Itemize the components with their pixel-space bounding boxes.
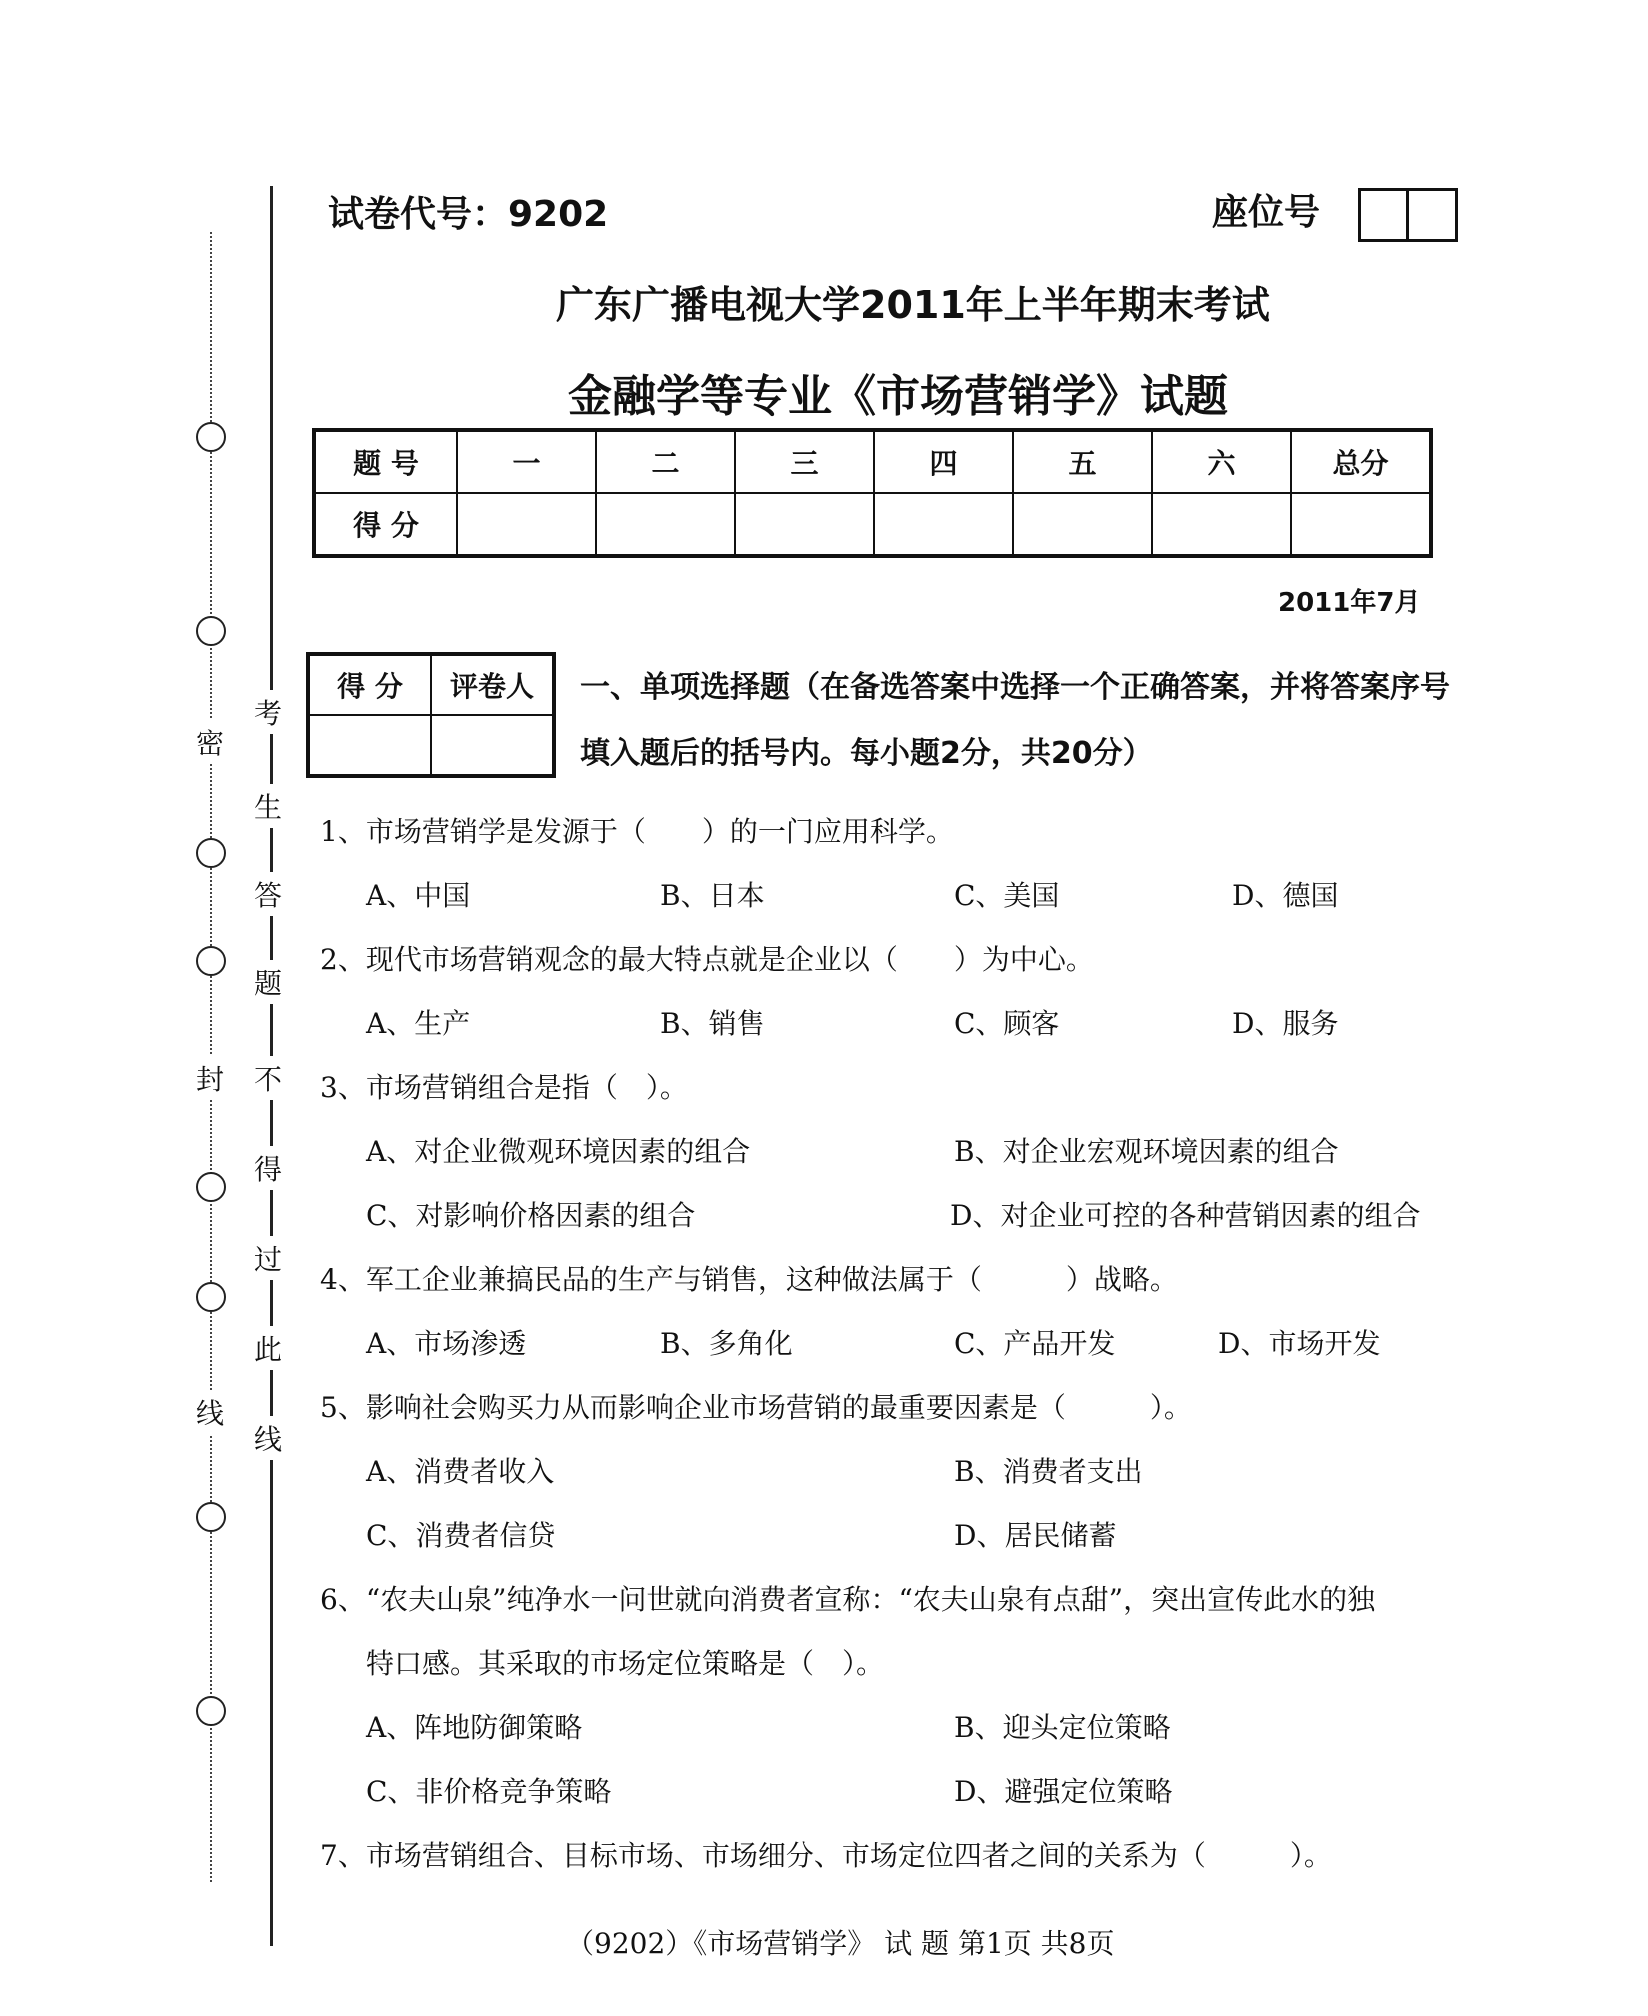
grader-name-cell[interactable] xyxy=(431,715,554,776)
margin-note-char: 题 xyxy=(254,960,282,1004)
binding-hole xyxy=(196,1172,226,1202)
grader-score-cell[interactable] xyxy=(308,715,431,776)
binding-hole xyxy=(196,1502,226,1532)
section-heading: 一、单项选择题（在备选答案中选择一个正确答案，并将答案序号 xyxy=(580,670,1450,705)
seal-char: 密 xyxy=(196,720,224,764)
page-footer: （9202）《市场营销学》 试 题 第1页 共8页 xyxy=(566,1927,1115,1960)
score-entry-cell[interactable] xyxy=(1291,493,1431,556)
score-table-cell: 四 xyxy=(874,430,1013,493)
exam-date: 2011年7月 xyxy=(1278,588,1421,618)
option-d[interactable]: D、市场开发 xyxy=(1218,1327,1381,1360)
option-c[interactable]: C、产品开发 xyxy=(954,1327,1116,1360)
score-table-header-row xyxy=(314,430,1431,493)
score-table-cell: 六 xyxy=(1152,430,1291,493)
binding-hole xyxy=(196,616,226,646)
grader-box xyxy=(306,652,556,778)
score-table-cell: 总分 xyxy=(1291,430,1431,493)
score-entry-cell[interactable] xyxy=(457,493,596,556)
score-row-label: 得 分 xyxy=(314,493,457,556)
option-b[interactable]: B、日本 xyxy=(660,879,765,912)
option-b[interactable]: B、迎头定位策略 xyxy=(954,1711,1171,1744)
question-stem: 3、市场营销组合是指（ ）。 xyxy=(320,1071,688,1104)
margin-note-char: 得 xyxy=(254,1146,282,1190)
option-c[interactable]: C、顾客 xyxy=(954,1007,1060,1040)
margin-note-char: 生 xyxy=(254,784,282,828)
margin-note-char: 考 xyxy=(254,690,282,734)
question-stem: 2、现代市场营销观念的最大特点就是企业以（ ）为中心。 xyxy=(320,943,1094,976)
option-a[interactable]: A、中国 xyxy=(366,879,471,912)
option-d[interactable]: D、对企业可控的各种营销因素的组合 xyxy=(950,1199,1421,1232)
option-d[interactable]: D、避强定位策略 xyxy=(954,1775,1173,1808)
score-entry-cell[interactable] xyxy=(874,493,1013,556)
seal-char: 封 xyxy=(196,1056,224,1100)
score-table-cell: 一 xyxy=(457,430,596,493)
option-b[interactable]: B、对企业宏观环境因素的组合 xyxy=(954,1135,1339,1168)
seal-char: 线 xyxy=(196,1390,224,1434)
binding-hole xyxy=(196,838,226,868)
score-table-cell: 五 xyxy=(1013,430,1152,493)
option-c[interactable]: C、美国 xyxy=(954,879,1060,912)
exam-title: 金融学等专业《市场营销学》试题 xyxy=(568,371,1228,422)
grader-box-header: 得 分 xyxy=(308,654,431,715)
margin-note-char: 此 xyxy=(254,1326,282,1370)
margin-note-char: 过 xyxy=(254,1236,282,1280)
question-stem-cont: 特口感。其采取的市场定位策略是（ ）。 xyxy=(366,1647,885,1680)
binding-hole xyxy=(196,946,226,976)
option-c[interactable]: C、非价格竞争策略 xyxy=(366,1775,612,1808)
margin-note-char: 不 xyxy=(254,1056,282,1100)
option-a[interactable]: A、消费者收入 xyxy=(366,1455,555,1488)
score-table-cell: 三 xyxy=(735,430,874,493)
section-heading-cont: 填入题后的括号内。每小题2分，共20分） xyxy=(580,736,1153,771)
question-stem: 1、市场营销学是发源于（ ）的一门应用科学。 xyxy=(320,815,954,848)
option-a[interactable]: A、对企业微观环境因素的组合 xyxy=(366,1135,751,1168)
score-table-cell: 题 号 xyxy=(314,430,457,493)
binding-hole xyxy=(196,1282,226,1312)
seat-number-label: 座位号 xyxy=(1212,192,1321,233)
option-d[interactable]: D、服务 xyxy=(1232,1007,1339,1040)
option-b[interactable]: B、消费者支出 xyxy=(954,1455,1143,1488)
score-table-score-row xyxy=(314,493,1431,556)
option-b[interactable]: B、多角化 xyxy=(660,1327,793,1360)
score-entry-cell[interactable] xyxy=(596,493,735,556)
binding-hole xyxy=(196,1696,226,1726)
option-c[interactable]: C、消费者信贷 xyxy=(366,1519,556,1552)
question-stem: 4、军工企业兼搞民品的生产与销售，这种做法属于（ ）战略。 xyxy=(320,1263,1178,1296)
score-entry-cell[interactable] xyxy=(735,493,874,556)
score-entry-cell[interactable] xyxy=(1152,493,1291,556)
binding-hole xyxy=(196,422,226,452)
margin-note-char: 答 xyxy=(254,872,282,916)
grader-box-header: 评卷人 xyxy=(431,654,554,715)
question-stem: 5、影响社会购买力从而影响企业市场营销的最重要因素是（ ）。 xyxy=(320,1391,1192,1424)
option-c[interactable]: C、对影响价格因素的组合 xyxy=(366,1199,696,1232)
margin-note-char: 线 xyxy=(254,1416,282,1460)
option-a[interactable]: A、市场渗透 xyxy=(366,1327,527,1360)
score-table-cell: 二 xyxy=(596,430,735,493)
option-a[interactable]: A、生产 xyxy=(366,1007,471,1040)
score-table xyxy=(312,428,1433,558)
university-heading: 广东广播电视大学2011年上半年期末考试 xyxy=(556,283,1270,327)
option-b[interactable]: B、销售 xyxy=(660,1007,765,1040)
seat-number-box[interactable] xyxy=(1358,188,1458,242)
score-entry-cell[interactable] xyxy=(1013,493,1152,556)
option-d[interactable]: D、居民储蓄 xyxy=(954,1519,1117,1552)
option-d[interactable]: D、德国 xyxy=(1232,879,1339,912)
paper-code: 试卷代号：9202 xyxy=(328,194,609,235)
option-a[interactable]: A、阵地防御策略 xyxy=(366,1711,583,1744)
question-stem: 7、市场营销组合、目标市场、市场细分、市场定位四者之间的关系为（ ）。 xyxy=(320,1839,1332,1872)
question-stem: 6、“农夫山泉”纯净水一问世就向消费者宣称：“农夫山泉有点甜”，突出宣传此水的独 xyxy=(320,1583,1376,1616)
